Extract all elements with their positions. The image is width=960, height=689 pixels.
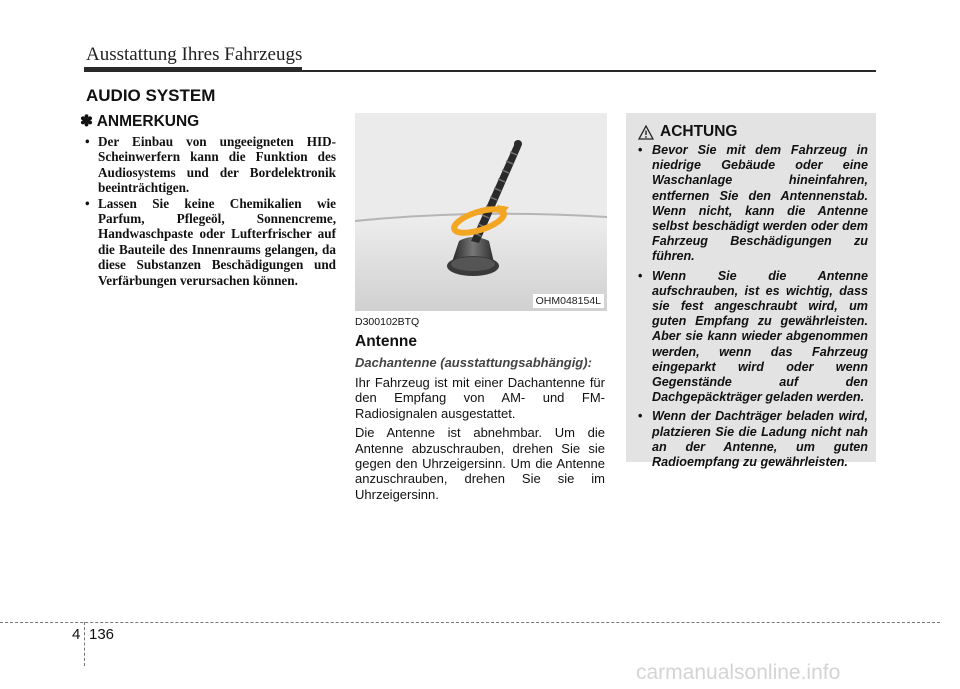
note-list <box>80 134 336 288</box>
caution-box <box>626 113 876 470</box>
section-title: AUDIO SYSTEM <box>86 86 216 105</box>
footer-divider <box>84 622 85 666</box>
roof-antenna-illustration <box>355 113 607 311</box>
antenna-section <box>355 316 605 506</box>
footer-rule <box>0 622 940 623</box>
antenna-figure <box>355 113 607 311</box>
note-heading <box>80 112 336 131</box>
caution-heading <box>638 122 738 142</box>
caution-item: • Wenn Sie die Antenne aufschrauben, ist es wichtig, dass sie fest angeschraubt wird, um guten Empfang zu gewährleisten. Aber sie kann wieder abgenommen werden, wenn das Fahrzeug eingeparkt wird oder wenn Gegenstände auf den Dachgepäckträger geladen werden. <box>636 269 868 406</box>
note-item: • Lassen Sie keine Chemikalien wie Parfum, Pflegeöl, Sonnencreme, Handwaschpaste oder Lufterfrischer auf die Bauteile des Innenraums gelangen, da diese Substanzen Beschädigungen und Verfärbungen verursachen können. <box>80 196 336 288</box>
antenna-subtitle: Dachantenne (ausstattungsabhängig): <box>355 355 592 370</box>
note-box <box>80 112 336 288</box>
caution-title: ACHTUNG <box>660 123 738 140</box>
running-header: Ausstattung Ihres Fahrzeugs <box>86 44 303 65</box>
note-title: ANMERKUNG <box>96 113 200 130</box>
header-rule-thick <box>84 67 302 72</box>
antenna-paragraph: Die Antenne ist abnehmbar. Um die Antenne abzuschrauben, drehen Sie sie gegen den Uhrzeigersinn. Um die Antenne anzuschrauben, drehen Sie sie im Uhrzeigersinn. <box>355 425 605 502</box>
figure-code: OHM048154L <box>533 294 604 308</box>
antenna-title: Antenne <box>355 333 417 350</box>
watermark: carmanualsonline.info <box>636 661 841 684</box>
page-number: 136 <box>89 626 115 643</box>
caution-item: • Wenn der Dachträger beladen wird, platzieren Sie die Ladung nicht nah an der Antenne, um guten Radioempfang zu gewährleisten. <box>636 409 868 470</box>
warning-triangle-icon <box>638 125 654 140</box>
caution-list <box>636 143 868 474</box>
note-item: • Der Einbau von ungeeigneten HID-Scheinwerfern kann die Funktion des Audiosystems und der Bordelektronik beeinträchtigen. <box>80 134 336 196</box>
doc-code: D300102BTQ <box>355 316 420 328</box>
chapter-number: 4 <box>72 626 81 643</box>
caution-item: • Bevor Sie mit dem Fahrzeug in niedrige Gebäude oder eine Waschanlage hineinfahren, entfernen Sie den Antennenstab. Wenn nicht, kann die Antenne selbst beschädigt werden oder dem Fahrzeug Beschädigungen zu führen. <box>636 143 868 265</box>
header-rule-thin <box>302 70 876 72</box>
asterisk-icon: ✽ <box>80 113 93 130</box>
antenna-paragraph: Ihr Fahrzeug ist mit einer Dachantenne für den Empfang von AM- und FM-Radiosignalen ausgestattet. <box>355 375 605 421</box>
